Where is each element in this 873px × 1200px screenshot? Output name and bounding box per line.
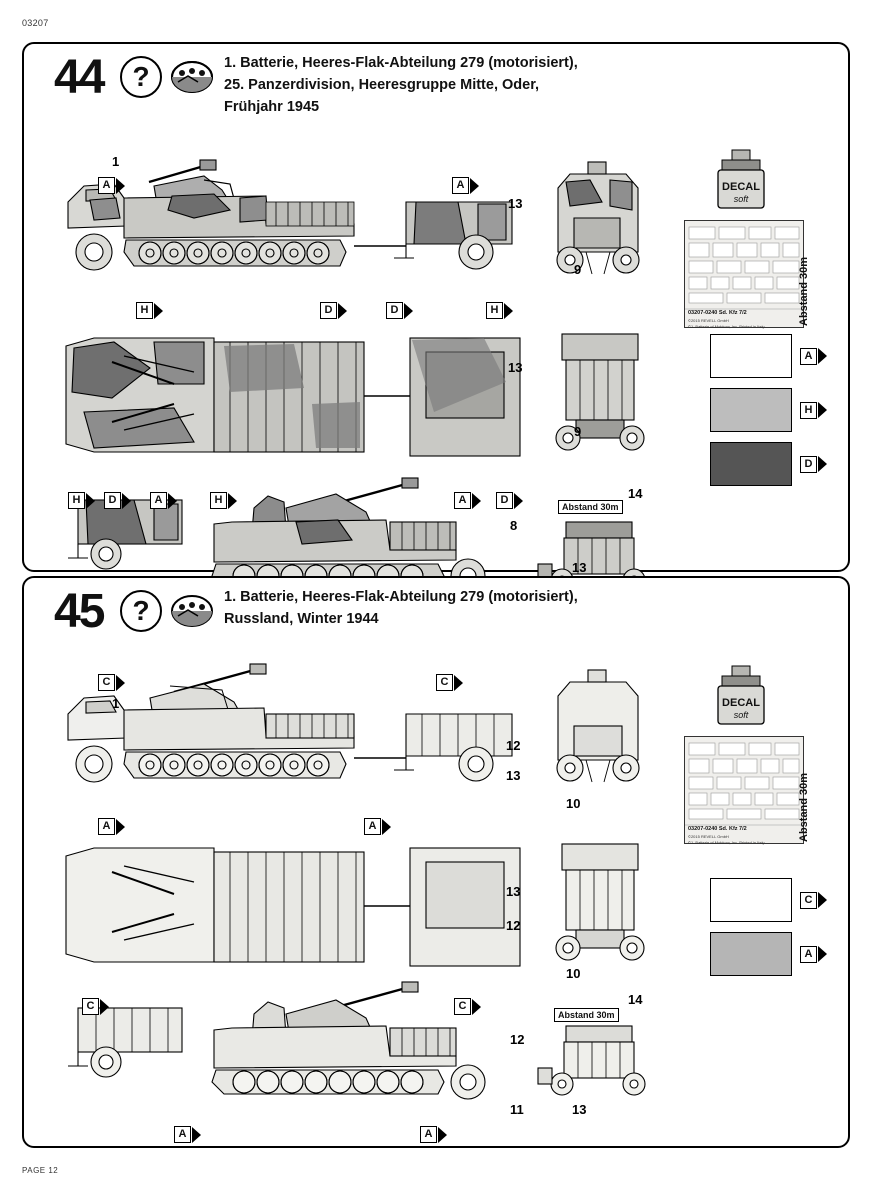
part-number-label: 13 [572, 1102, 587, 1117]
decal-side-distance-45: Abstand 30m [798, 772, 810, 842]
decal-softener-pot-icon-44 [706, 146, 778, 214]
callout-arrow-icon [116, 178, 125, 194]
vehicle-rear-view-45 [540, 826, 660, 986]
svg-text:DECAL: DECAL [722, 181, 760, 193]
step-45-title-line-1: 1. Batterie, Heeres-Flak-Abteilung 279 (motorisiert), [224, 589, 578, 605]
color-chip-flag [800, 348, 827, 365]
callout-flag-d[interactable] [386, 302, 413, 319]
question-mark-icon-44: ? [120, 56, 162, 98]
color-chip-letter: A [800, 348, 817, 365]
callout-flag-h[interactable] [486, 302, 513, 319]
callout-letter: A [98, 818, 115, 835]
assembly-step-panel-44 [22, 42, 850, 575]
callout-letter: D [386, 302, 403, 319]
color-chip-row-d [710, 442, 827, 486]
page-footer: PAGE 12 [22, 1166, 59, 1175]
color-chip-swatch [710, 932, 792, 976]
paint-palette-icon-45 [170, 590, 214, 632]
part-number-label: 11 [510, 1102, 524, 1117]
callout-letter: C [98, 674, 115, 691]
callout-letter: A [454, 492, 471, 509]
callout-letter: H [136, 302, 153, 319]
question-mark-icon-45: ? [120, 590, 162, 632]
callout-arrow-icon [382, 819, 391, 835]
assembly-step-panel-45 [22, 576, 850, 1148]
color-chip-swatch [710, 878, 792, 922]
callout-letter: A [420, 1126, 437, 1143]
vehicle-top-view-44 [54, 312, 534, 482]
callout-arrow-icon [122, 493, 131, 509]
callout-arrow-icon [228, 493, 237, 509]
vehicle-front-view-44 [540, 140, 660, 310]
part-number-label: 8 [510, 518, 518, 533]
callout-arrow-icon [404, 303, 413, 319]
callout-arrow-icon [116, 675, 125, 691]
part-number-label: 9 [574, 424, 582, 439]
decal-softener-pot-icon-45 [706, 662, 778, 730]
vehicle-rear-view-44 [540, 312, 660, 482]
step-45-title-line-2: Russland, Winter 1944 [224, 611, 379, 628]
callout-flag-a[interactable] [364, 818, 391, 835]
callout-letter: A [174, 1126, 191, 1143]
part-number-label: 14 [628, 486, 643, 501]
color-chip-swatch [710, 442, 792, 486]
callout-arrow-icon [100, 999, 109, 1015]
step-number-45: 45 [54, 585, 104, 638]
color-chip-flag [800, 402, 827, 419]
callout-arrow-icon [438, 1127, 447, 1143]
decal-copyright-45: ©2015 REVELL GmbH [688, 834, 729, 839]
callout-letter: C [436, 674, 453, 691]
callout-flag-c[interactable] [454, 998, 481, 1015]
step-44-title [224, 52, 824, 118]
part-number-label: 1 [112, 154, 120, 169]
callout-arrow-icon [818, 892, 827, 908]
part-number-label: 13 [508, 360, 523, 375]
decal-sheet-code-45: 03207-0240 Sd. Kfz 7/2 [688, 826, 747, 832]
vehicle-side-view-45-b [206, 972, 526, 1102]
callout-arrow-icon [514, 493, 523, 509]
callout-arrow-icon [818, 946, 827, 962]
color-chip-swatch [710, 334, 792, 378]
svg-text:DECAL: DECAL [722, 697, 760, 709]
step-44-title-line-3: Frühjahr 1945 [224, 99, 320, 116]
part-number-label: 13 [572, 560, 587, 575]
color-chip-swatch [710, 388, 792, 432]
callout-flag-a[interactable] [150, 492, 177, 509]
callout-arrow-icon [338, 303, 347, 319]
callout-letter: A [452, 177, 469, 194]
vehicle-top-view-45 [54, 826, 534, 986]
color-chip-letter: A [800, 946, 817, 963]
svg-text:soft: soft [733, 710, 749, 720]
callout-flag-d[interactable] [104, 492, 131, 509]
callout-arrow-icon [818, 348, 827, 364]
color-chip-flag [800, 892, 827, 909]
callout-arrow-icon [818, 402, 827, 418]
callout-letter: D [104, 492, 121, 509]
callout-letter: A [364, 818, 381, 835]
color-chip-row-c [710, 878, 827, 922]
callout-letter: H [486, 302, 503, 319]
callout-flag-a[interactable] [452, 177, 479, 194]
vehicle-side-view-44-b [206, 464, 526, 594]
decal-side-distance-44: Abstand 30m [798, 256, 810, 326]
part-number-label: 1 [112, 696, 120, 711]
part-number-label: 13 [506, 884, 521, 899]
decal-copyright-44: ©2015 REVELL GmbH [688, 318, 729, 323]
callout-arrow-icon [472, 493, 481, 509]
vehicle-front-view-45 [540, 656, 660, 816]
callout-flag-a[interactable] [420, 1126, 447, 1143]
callout-flag-d[interactable] [496, 492, 523, 509]
part-number-label: 14 [628, 992, 643, 1007]
callout-flag-c[interactable] [82, 998, 109, 1015]
callout-flag-a[interactable] [98, 177, 125, 194]
ammo-trailer-view-45 [534, 1018, 664, 1108]
callout-arrow-icon [818, 456, 827, 472]
callout-flag-d[interactable] [320, 302, 347, 319]
color-chip-row-h [710, 388, 827, 432]
part-number-label: 12 [506, 738, 521, 753]
callout-letter: C [454, 998, 471, 1015]
part-number-label: 10 [566, 966, 581, 981]
callout-flag-a[interactable] [98, 818, 125, 835]
paint-palette-icon-44 [170, 56, 214, 98]
callout-letter: D [320, 302, 337, 319]
callout-flag-a[interactable] [454, 492, 481, 509]
color-chip-letter: D [800, 456, 817, 473]
callout-arrow-icon [154, 303, 163, 319]
callout-flag-h[interactable] [136, 302, 163, 319]
panel-44-header [24, 44, 848, 136]
step-44-title-line-1: 1. Batterie, Heeres-Flak-Abteilung 279 (motorisiert), [224, 55, 578, 71]
callout-flag-c[interactable] [436, 674, 463, 691]
color-chip-flag [800, 456, 827, 473]
color-chip-row-a [710, 932, 827, 976]
callout-arrow-icon [86, 493, 95, 509]
trailer-side-view-44 [64, 474, 194, 584]
abstand-label-44: Abstand 30m [558, 500, 623, 514]
callout-flag-h[interactable] [68, 492, 95, 509]
decal-credit-44: ©1. Batterie of Mobkow, Inc. Printed in Italy [688, 324, 765, 329]
callout-arrow-icon [192, 1127, 201, 1143]
decal-sheet-code-44: 03207-0240 Sd. Kfz 7/2 [688, 310, 747, 316]
callout-letter: A [98, 177, 115, 194]
color-chip-flag [800, 946, 827, 963]
abstand-label-45: Abstand 30m [554, 1008, 619, 1022]
vehicle-side-view-44 [54, 140, 534, 310]
color-chip-row-a [710, 334, 827, 378]
callout-flag-h[interactable] [210, 492, 237, 509]
part-number-label: 12 [510, 1032, 525, 1047]
callout-flag-c[interactable] [98, 674, 125, 691]
svg-text:soft: soft [733, 194, 749, 204]
callout-letter: H [68, 492, 85, 509]
callout-arrow-icon [454, 675, 463, 691]
callout-arrow-icon [472, 999, 481, 1015]
decal-credit-45: ©1. Batterie of Mobkow, Inc. Printed in Italy [688, 840, 765, 845]
callout-letter: A [150, 492, 167, 509]
part-number-label: 10 [566, 796, 581, 811]
step-44-title-line-2: 25. Panzerdivision, Heeresgruppe Mitte, Oder, [224, 77, 540, 94]
callout-letter: D [496, 492, 513, 509]
part-number-label: 9 [574, 262, 582, 277]
color-chip-letter: C [800, 892, 817, 909]
callout-arrow-icon [470, 178, 479, 194]
part-number-label: 13 [506, 768, 521, 783]
callout-arrow-icon [116, 819, 125, 835]
page-code: 03207 [22, 18, 49, 28]
callout-letter: H [210, 492, 227, 509]
callout-arrow-icon [504, 303, 513, 319]
callout-flag-a[interactable] [174, 1126, 201, 1143]
callout-letter: C [82, 998, 99, 1015]
color-chip-letter: H [800, 402, 817, 419]
step-number-44: 44 [54, 51, 104, 104]
part-number-label: 13 [508, 196, 523, 211]
part-number-label: 12 [506, 918, 521, 933]
step-45-title [224, 586, 824, 630]
callout-arrow-icon [168, 493, 177, 509]
